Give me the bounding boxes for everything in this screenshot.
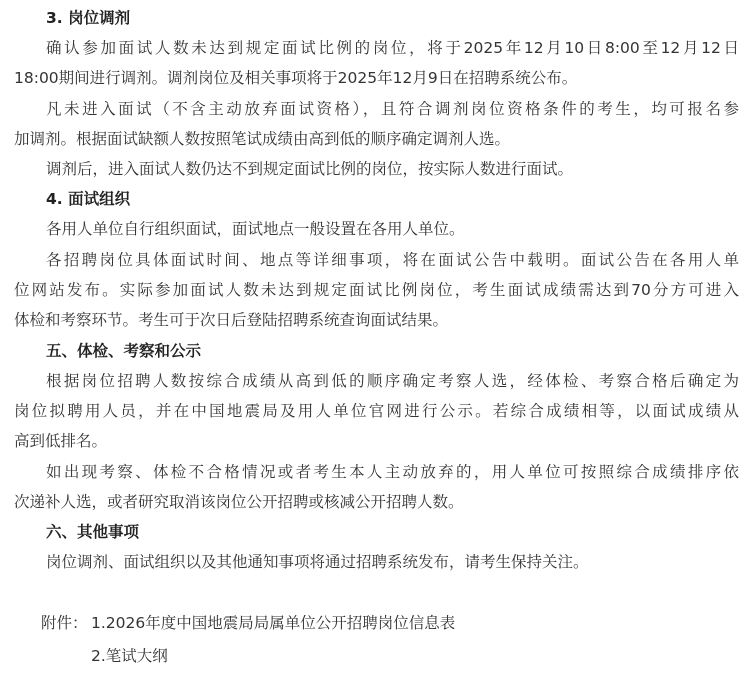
paragraph-line: 加调剂。根据面试缺额人数按照笔试成绩由高到低的顺序确定调剂人选。 xyxy=(14,130,511,148)
paragraph-line: 高到低排名。 xyxy=(14,432,108,450)
paragraph-line: 位网站发布。实际参加面试人数未达到规定面试比例岗位，考生面试成绩需达到70分方可进入 xyxy=(14,281,739,299)
attachments-label: 附件： xyxy=(41,614,88,632)
paragraph-line: 岗位拟聘用人员，并在中国地震局及用人单位官网进行公示。若综合成绩相等，以面试成绩从 xyxy=(14,402,739,420)
section-heading-other-matters: 六、其他事项 xyxy=(46,523,140,541)
paragraph-line: 体检和考察环节。考生可于次日后登陆招聘系统查询面试结果。 xyxy=(14,311,449,329)
section-heading-medical-check-publicity: 五、体检、考察和公示 xyxy=(46,342,202,360)
paragraph-line: 如出现考察、体检不合格情况或者考生本人主动放弃的，用人单位可按照综合成绩排序依 xyxy=(46,463,739,481)
section-heading-job-adjustment: 3. 岗位调剂 xyxy=(46,9,131,27)
paragraph-line: 岗位调剂、面试组织以及其他通知事项将通过招聘系统发布，请考生保持关注。 xyxy=(46,553,589,571)
section-heading-interview-organization: 4. 面试组织 xyxy=(46,190,131,208)
paragraph-line: 次递补人选，或者研究取消该岗位公开招聘或核减公开招聘人数。 xyxy=(14,493,464,511)
paragraph-line: 各招聘岗位具体面试时间、地点等详细事项，将在面试公告中载明。面试公告在各用人单 xyxy=(46,251,739,269)
paragraph-line: 凡未进入面试（不含主动放弃面试资格），且符合调剂岗位资格条件的考生，均可报名参 xyxy=(46,100,739,118)
paragraph-line: 根据岗位招聘人数按综合成绩从高到低的顺序确定考察人选，经体检、考察合格后确定为 xyxy=(46,372,739,390)
attachment-link-job-info-table[interactable]: 1.2026年度中国地震局局属单位公开招聘岗位信息表 xyxy=(91,614,456,632)
paragraph-line: 各用人单位自行组织面试，面试地点一般设置在各用人单位。 xyxy=(46,220,465,238)
paragraph-line: 确认参加面试人数未达到规定面试比例的岗位，将于2025年12月10日8:00至12月12日 xyxy=(46,39,739,57)
attachment-link-exam-outline[interactable]: 2.笔试大纲 xyxy=(91,647,168,665)
paragraph-line: 调剂后，进入面试人数仍达不到规定面试比例的岗位，按实际人数进行面试。 xyxy=(46,160,574,178)
paragraph-line: 18:00期间进行调剂。调剂岗位及相关事项将于2025年12月9日在招聘系统公布。 xyxy=(14,69,578,87)
